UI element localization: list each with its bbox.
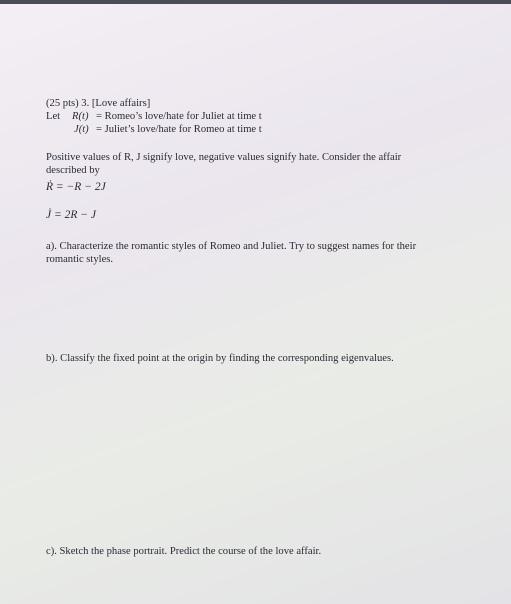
definition-r-text: = Romeo’s love/hate for Juliet at time t [96,111,262,122]
intro-line-2: described by [46,165,100,176]
part-a-line-1: a). Characterize the romantic styles of Romeo and Juliet. Try to suggest names for their [46,241,417,252]
intro-line-1: Positive values of R, J signify love, negative values signify hate. Consider the affair [46,152,402,163]
part-a-line-2: romantic styles. [46,254,114,265]
problem-header: (25 pts) 3. [Love affairs] [46,98,151,109]
definition-r-symbol: R(t) [72,111,89,122]
part-c: c). Sketch the phase portrait. Predict the course of the love affair. [46,546,322,557]
definition-j-symbol: J(t) [74,124,89,135]
equation-r-dot: Ṙ = −R − 2J [46,181,106,193]
part-b: b). Classify the fixed point at the origin by finding the corresponding eigenvalues. [46,353,394,364]
let-word: Let [46,111,61,122]
definition-j-text: = Juliet’s love/hate for Romeo at time t [96,124,262,135]
equation-j-dot: J̇ = 2R − J [46,209,97,221]
